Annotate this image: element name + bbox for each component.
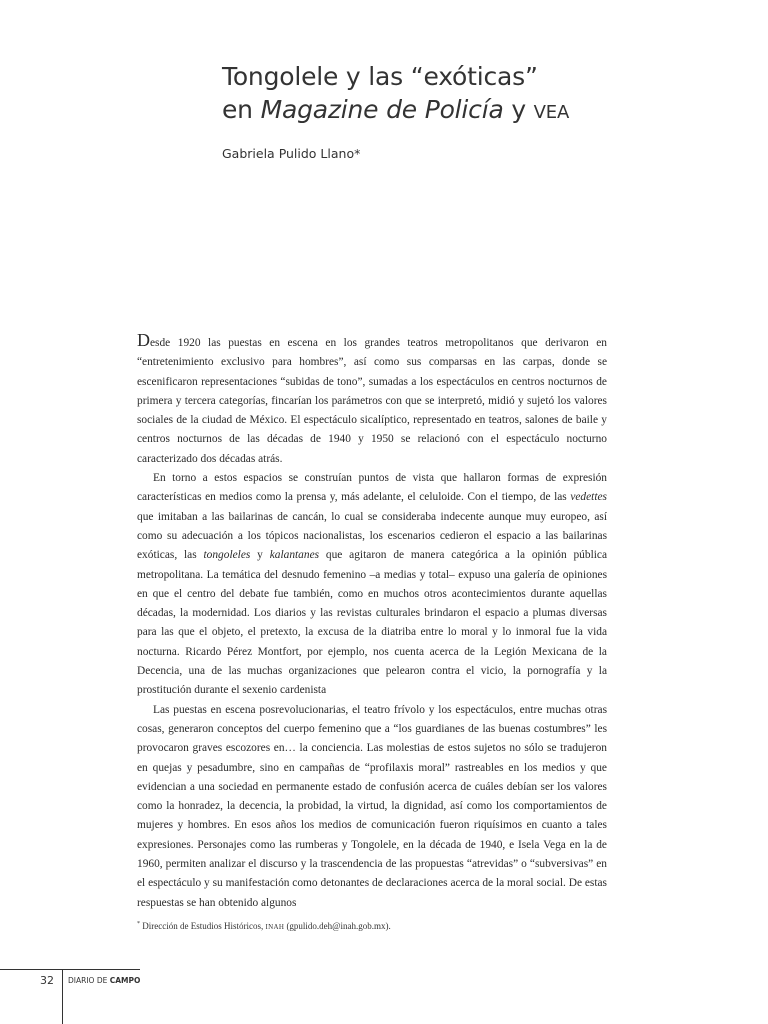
italic-vedettes: vedettes xyxy=(570,491,607,504)
article-body xyxy=(137,331,607,913)
title-vea: VEA xyxy=(533,102,570,123)
article-title xyxy=(222,60,702,129)
title-magazine-name: Magazine de Policía xyxy=(260,95,504,124)
paragraph-2-text-c: y xyxy=(250,549,270,562)
footnote-inah: INAH xyxy=(265,923,285,931)
paragraph-2 xyxy=(137,469,607,701)
author-name: Gabriela Pulido Llano* xyxy=(222,146,361,161)
page-number: 32 xyxy=(40,974,54,987)
footnote-mark: * xyxy=(137,921,140,927)
paragraph-2-text-b: que imitaban a las bailarinas de cancán, lo cual se consideraba indecente aunque muy europeo, así como su adecuación a los tópicos nacionalistas, los escenarios cedieron el espacio a las bailarinas exóticas, las xyxy=(137,510,607,562)
italic-tongoleles: tongoleles xyxy=(203,549,251,562)
footnote xyxy=(137,921,607,931)
paragraph-1 xyxy=(137,331,607,469)
paragraph-1-text: esde 1920 las puestas en escena en los grandes teatros metropolitanos que derivaron en “entretenimiento exclusivo para hombres”, así como sus comparsas en las carpas, donde se escenificaron representaciones “subidas de tono”, sumadas a los espectáculos en centros nocturnos de primera y tercera categorías, fincarían los parámetros con que se interpretó, midió y sujetó los valores sociales de la ciudad de México. El espectáculo sicalíptico, representado en teatros, salones de baile y centros nocturnos de las décadas de 1940 y 1950 se relacionó con el espectáculo nocturno caracterizado dos décadas atrás. xyxy=(137,337,607,465)
footnote-text-a: Dirección de Estudios Históricos, xyxy=(140,921,266,931)
footnote-text-b: (gpulido.deh@inah.gob.mx). xyxy=(284,921,391,931)
title-line-2 xyxy=(222,93,702,129)
title-connector: y xyxy=(503,95,534,124)
journal-name xyxy=(68,976,140,985)
title-prefix: en xyxy=(222,95,261,124)
journal-name-b: CAMPO xyxy=(109,976,141,985)
paragraph-2-text-a: En torno a estos espacios se construían puntos de vista que hallaron formas de expresión características en medios como la prensa y, más adelante, el celuloide. Con el tiempo, de las xyxy=(137,472,607,504)
paragraph-3: Las puestas en escena posrevolucionarias, el teatro frívolo y los espectáculos, entre muchas otras cosas, generaron conceptos del cuerpo femenino que a “los guardianes de las buenas costumbres” les provocaron graves escozores en… la conciencia. Las molestias de estos sujetos no sólo se tradujeron en quejas y pesadumbre, sino en campañas de “profilaxis moral” rastreables en los medios y que evidencian a una sociedad en permanente estado de confusión acerca de cuáles debían ser los valores como la honradez, la decencia, la probidad, la virtud, la dignidad, así como los comportamientos de mujeres y hombres. En esos años los medios de comunicación fueron riquísimos en cuanto a tales expresiones. Personajes como las rumberas y Tongolele, en la década de 1940, e Isela Vega en la de 1960, permiten analizar el discurso y la trascendencia de las propuestas “atrevidas” o “subversivas” en el espectáculo y su manifestación como detonantes de declaraciones acerca de la moral social. De estas respuestas se han obtenido algunos xyxy=(137,703,607,909)
title-line-1: Tongolele y las “exóticas” xyxy=(222,62,538,91)
footer-rule-vertical xyxy=(62,969,63,1024)
italic-kalantanes: kalantanes xyxy=(269,549,320,562)
drop-cap: D xyxy=(137,330,150,350)
paragraph-2-text-d: que agitaron de manera categórica a la opinión pública metropolitana. La temática del desnudo femenino –a medias y total– expuso una galería de opiniones en que el centro del debate fue también, como en muchos otros acontecimientos durante aquellas décadas, la modernidad. Los diarios y las revistas culturales brindaron el espacio a plumas diversas para las que el objeto, el pretexto, la excusa de la diatriba entre lo moral y lo inmoral fue la vida nocturna. Ricardo Pérez Montfort, por ejemplo, nos cuenta acerca de la Legión Mexicana de la Decencia, una de las muchas organizaciones que pelearon contra el vicio, la pornografía y la prostitución durante el sexenio cardenista xyxy=(137,549,608,697)
footer-rule-horizontal xyxy=(0,969,140,970)
journal-name-a: DIARIO DE xyxy=(68,976,110,985)
